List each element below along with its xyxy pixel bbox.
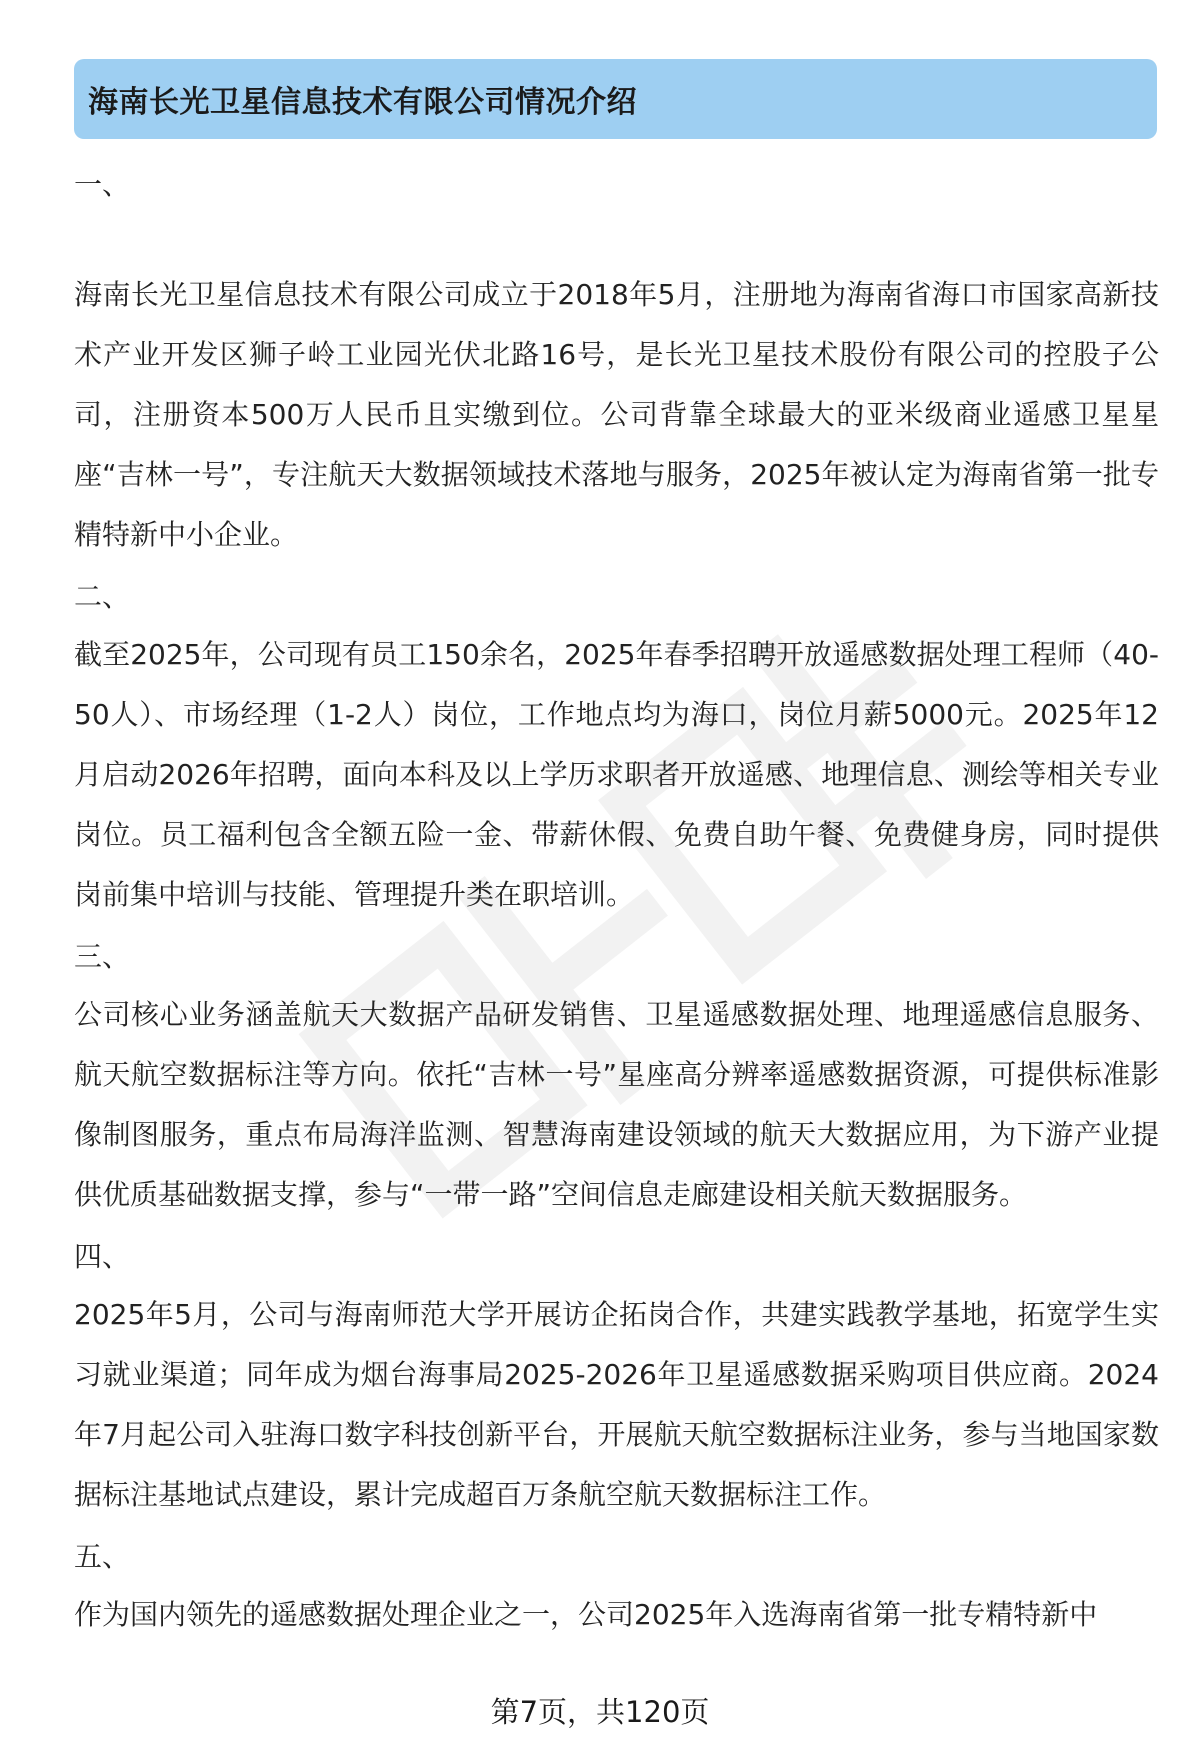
section-4-label: 四、 [74,1240,131,1273]
section-4-text: 2025年5月，公司与海南师范大学开展访企拓岗合作，共建实践教学基地，拓宽学生实习就业渠道；同年成为烟台海事局2025-2026年卫星遥感数据采购项目供应商。2024年7月起公司入驻海口数字科技创新平台，开展航天航空数据标注业务，参与当地国家数据标注基地试点建设，累计完成超百万条航空航天数据标注工作。 [74,1298,1159,1511]
section-1-label: 一、 [74,168,131,201]
section-5-label: 五、 [74,1540,131,1573]
title-banner [74,59,1157,139]
document-body [74,153,1159,1645]
section-1-text: 海南长光卫星信息技术有限公司成立于2018年5月，注册地为海南省海口市国家高新技术产业开发区狮子岭工业园光伏北路16号，是长光卫星技术股份有限公司的控股子公司，注册资本500万人民币且实缴到位。公司背靠全球最大的亚米级商业遥感卫星星座“吉林一号”，专注航天大数据领域技术落地与服务，2025年被认定为海南省第一批专精特新中小企业。 [74,278,1159,551]
section-3-label: 三、 [74,940,131,973]
section-5-text: 作为国内领先的遥感数据处理企业之一，公司2025年入选海南省第一批专精特新中 [74,1598,1098,1631]
section-2-label: 二、 [74,580,131,613]
section-2-text: 截至2025年，公司现有员工150余名，2025年春季招聘开放遥感数据处理工程师（40-50人）、市场经理（1-2人）岗位，工作地点均为海口，岗位月薪5000元。2025年12月启动2026年招聘，面向本科及以上学历求职者开放遥感、地理信息、测绘等相关专业岗位。员工福利包含全额五险一金、带薪休假、免费自助午餐、免费健身房，同时提供岗前集中培训与技能、管理提升类在职培训。 [74,638,1159,911]
page-title: 海南长光卫星信息技术有限公司情况介绍 [88,85,637,120]
section-3-text: 公司核心业务涵盖航天大数据产品研发销售、卫星遥感数据处理、地理遥感信息服务、航天航空数据标注等方向。依托“吉林一号”星座高分辨率遥感数据资源，可提供标准影像制图服务，重点布局海洋监测、智慧海南建设领域的航天大数据应用，为下游产业提供优质基础数据支撑，参与“一带一路”空间信息走廊建设相关航天数据服务。 [74,998,1159,1211]
page-number: 第7页，共120页 [490,1695,710,1729]
